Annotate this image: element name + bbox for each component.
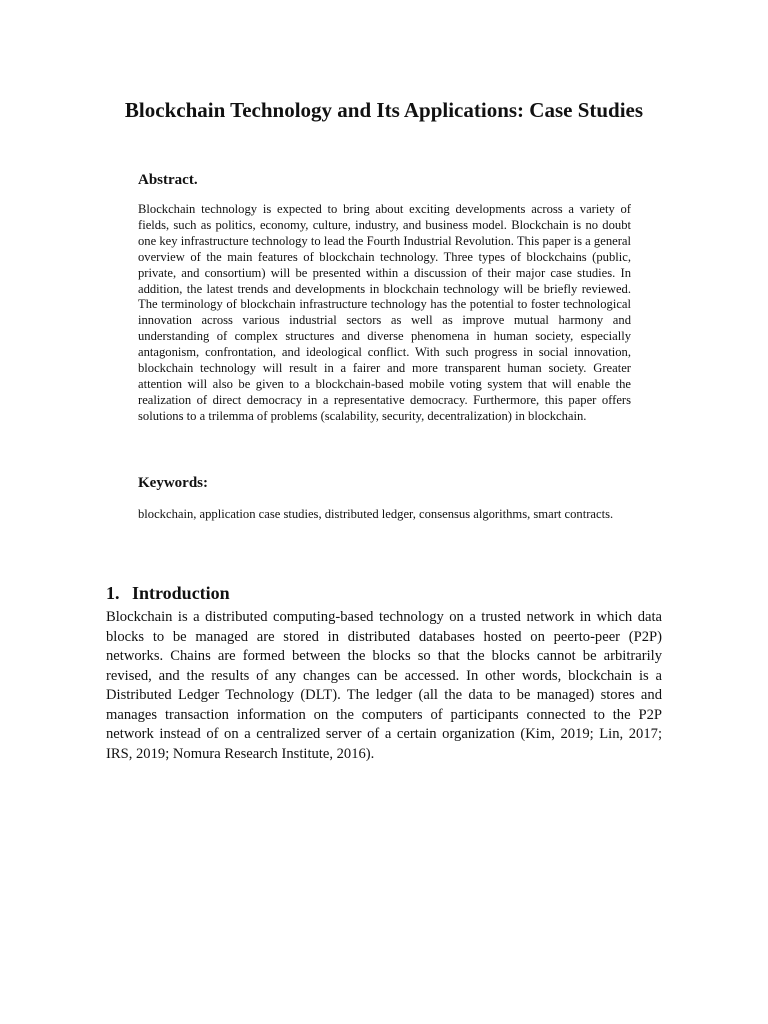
section-number: 1. (106, 583, 120, 603)
keywords-heading: Keywords: (138, 475, 208, 491)
keywords-text: blockchain, application case studies, distributed ledger, consensus algorithms, smart contracts. (138, 507, 614, 521)
introduction-text: Blockchain is a distributed computing-based technology on a trusted network in which data blocks to be managed are stored in distributed databases hosted on peerto-peer (P2P) networks. Chains are formed between the blocks so that the blocks cannot be arbitrarily revised, and the results of any changes can be accessed. In other words, blockchain is a Distributed Ledger Technology (DLT). The ledger (all the data to be managed) stores and manages transaction information on the computers of participants connected to the P2P network instead of on a centralized server of a certain organization (Kim, 2019; Lin, 2017; IRS, 2019; Nomura Research Institute, 2016). (106, 609, 662, 762)
section-heading-introduction (106, 581, 230, 605)
section-title: Introduction (132, 583, 230, 603)
abstract-text: Blockchain technology is expected to bring about exciting developments across a variety of fields, such as politics, economy, culture, industry, and business model. Blockchain is no doubt one key infrastructure technology to lead the Fourth Industrial Revolution. This paper is a general overview of the main features of blockchain technology. Three types of blockchains (public, private, and consortium) will be presented within a discussion of their major case studies. In addition, the latest trends and developments in blockchain technology will be briefly reviewed. The terminology of blockchain infrastructure technology has the potential to foster technological innovation across various industrial sectors as well as improve mutual harmony and understanding of complex structures and diverse phenomena in human society, especially antagonism, confrontation, and ideological conflict. With such progress in social innovation, blockchain technology will result in a fairer and more transparent human society. Greater attention will also be given to a blockchain-based mobile voting system that will enable the realization of direct democracy in a representative democracy. Furthermore, this paper offers solutions to a trilemma of problems (scalability, security, decentralization) in blockchain. (138, 202, 631, 423)
abstract-heading: Abstract. (138, 172, 198, 188)
paper-title: Blockchain Technology and Its Applications: Case Studies (124, 98, 644, 122)
